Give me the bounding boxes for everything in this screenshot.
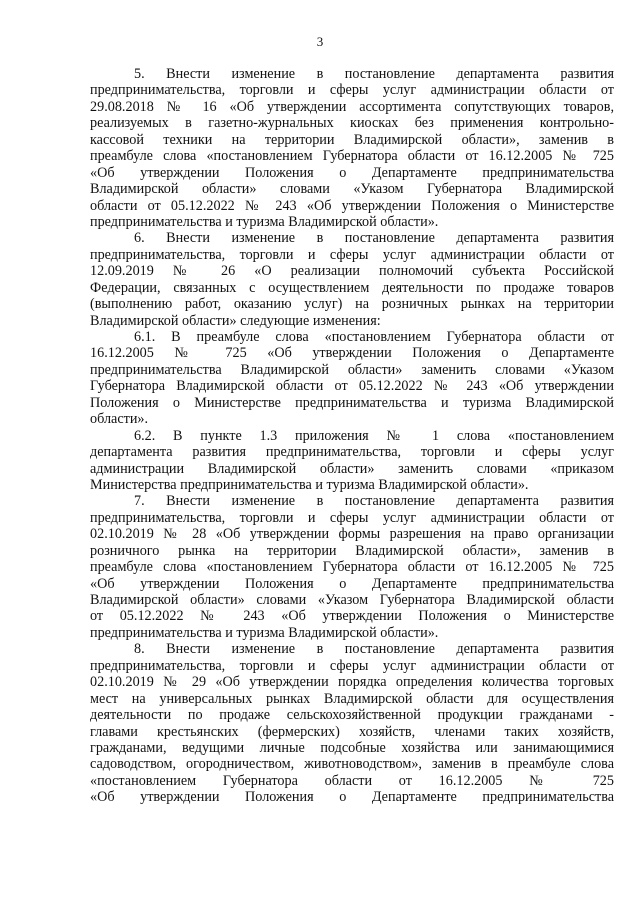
text-line: предпринимательства, торговли и сферы услуг администрации области от: [90, 246, 614, 263]
text-line: (выполнению работ, оказанию услуг) на розничных рынках на территории: [90, 296, 614, 313]
text-line: Владимирской области» следующие изменения:: [90, 312, 381, 329]
text-line: «Об утверждении Положения о Департаменте предпринимательства: [90, 164, 614, 181]
text-line: области от 05.12.2022 № 243 «Об утверждении Положения о Министерстве: [90, 197, 614, 214]
text-line: предпринимательства, торговли и сферы услуг администрации области от: [90, 657, 614, 674]
text-line: 6. Внести изменение в постановление департамента развития: [134, 230, 614, 247]
text-line: садоводством, огородничеством, животноводством», заменив в преамбуле слова: [90, 756, 614, 773]
text-line: области».: [90, 411, 149, 428]
text-line: главами крестьянских (фермерских) хозяйств, членами таких хозяйств,: [90, 723, 614, 740]
text-line: преамбуле слова «постановлением Губернатора области от 16.12.2005 № 725: [90, 559, 614, 576]
text-line: 02.10.2019 № 28 «Об утверждении формы разрешения на право организации: [90, 526, 614, 543]
text-line: 8. Внести изменение в постановление департамента развития: [134, 641, 614, 658]
text-line: 7. Внести изменение в постановление департамента развития: [134, 493, 614, 510]
page-number: 3: [316, 34, 324, 49]
text-line: Губернатора Владимирской области от 05.12.2022 № 243 «Об утверждении: [90, 378, 614, 395]
text-line: департамента развития предпринимательства, торговли и сферы услуг: [90, 444, 614, 461]
text-line: кассовой техники на территории Владимирской области», заменив в: [90, 131, 614, 148]
text-line: администрации Владимирской области» заменить словами «приказом: [90, 460, 614, 477]
text-line: Положения о Министерстве предпринимательства и туризма Владимирской: [90, 394, 614, 411]
text-line: 02.10.2019 № 29 «Об утверждении порядка определения количества торговых: [90, 674, 614, 691]
text-line: «Об утверждении Положения о Департаменте предпринимательства: [90, 575, 614, 592]
text-line: деятельности по продаже сельскохозяйственной продукции гражданами -: [90, 707, 614, 724]
document-body: [90, 66, 614, 806]
text-line: 29.08.2018 № 16 «Об утверждении ассортимента сопутствующих товаров,: [90, 98, 614, 115]
text-line: Владимирской области» словами «Указом Губернатора Владимирской: [90, 181, 614, 198]
text-line: от 05.12.2022 № 243 «Об утверждении Положения о Министерстве: [90, 608, 614, 625]
text-line: предпринимательства Владимирской области» заменить словами «Указом: [90, 361, 614, 378]
text-line: гражданами, ведущими личные подсобные хозяйства или занимающимися: [90, 739, 614, 756]
text-line: 16.12.2005 № 725 «Об утверждении Положения о Департаменте: [90, 345, 614, 362]
text-line: 5. Внести изменение в постановление департамента развития: [134, 66, 614, 82]
text-line: Федерации, связанных с осуществлением деятельности по продаже товаров: [90, 279, 614, 296]
text-line: предпринимательства и туризма Владимирской области».: [90, 624, 439, 641]
text-line: предпринимательства, торговли и сферы услуг администрации области от: [90, 82, 614, 99]
text-line: 6.2. В пункте 1.3 приложения № 1 слова «постановлением: [134, 427, 614, 444]
text-line: «постановлением Губернатора области от 16.12.2005 № 725: [90, 772, 614, 789]
text-line: мест на универсальных рынках Владимирской области для осуществления: [90, 690, 614, 707]
text-line: предпринимательства и туризма Владимирской области».: [90, 213, 439, 230]
text-line: 12.09.2019 № 26 «О реализации полномочий субъекта Российской: [90, 263, 614, 280]
text-line: предпринимательства, торговли и сферы услуг администрации области от: [90, 509, 614, 526]
text-line: 6.1. В преамбуле слова «постановлением Губернатора области от: [134, 329, 614, 345]
text-line: Владимирской области» словами «Указом Губернатора Владимирской области: [90, 592, 614, 608]
text-line: розничного рынка на территории Владимирской области», заменив в: [90, 542, 614, 559]
text-line: преамбуле слова «постановлением Губернатора области от 16.12.2005 № 725: [90, 148, 614, 165]
text-line: Министерства предпринимательства и туризма Владимирской области».: [90, 476, 529, 493]
text-line: реализуемых в газетно-журнальных киосках без применения контрольно-: [90, 115, 614, 132]
text-line: «Об утверждении Положения о Департаменте предпринимательства: [90, 789, 614, 806]
